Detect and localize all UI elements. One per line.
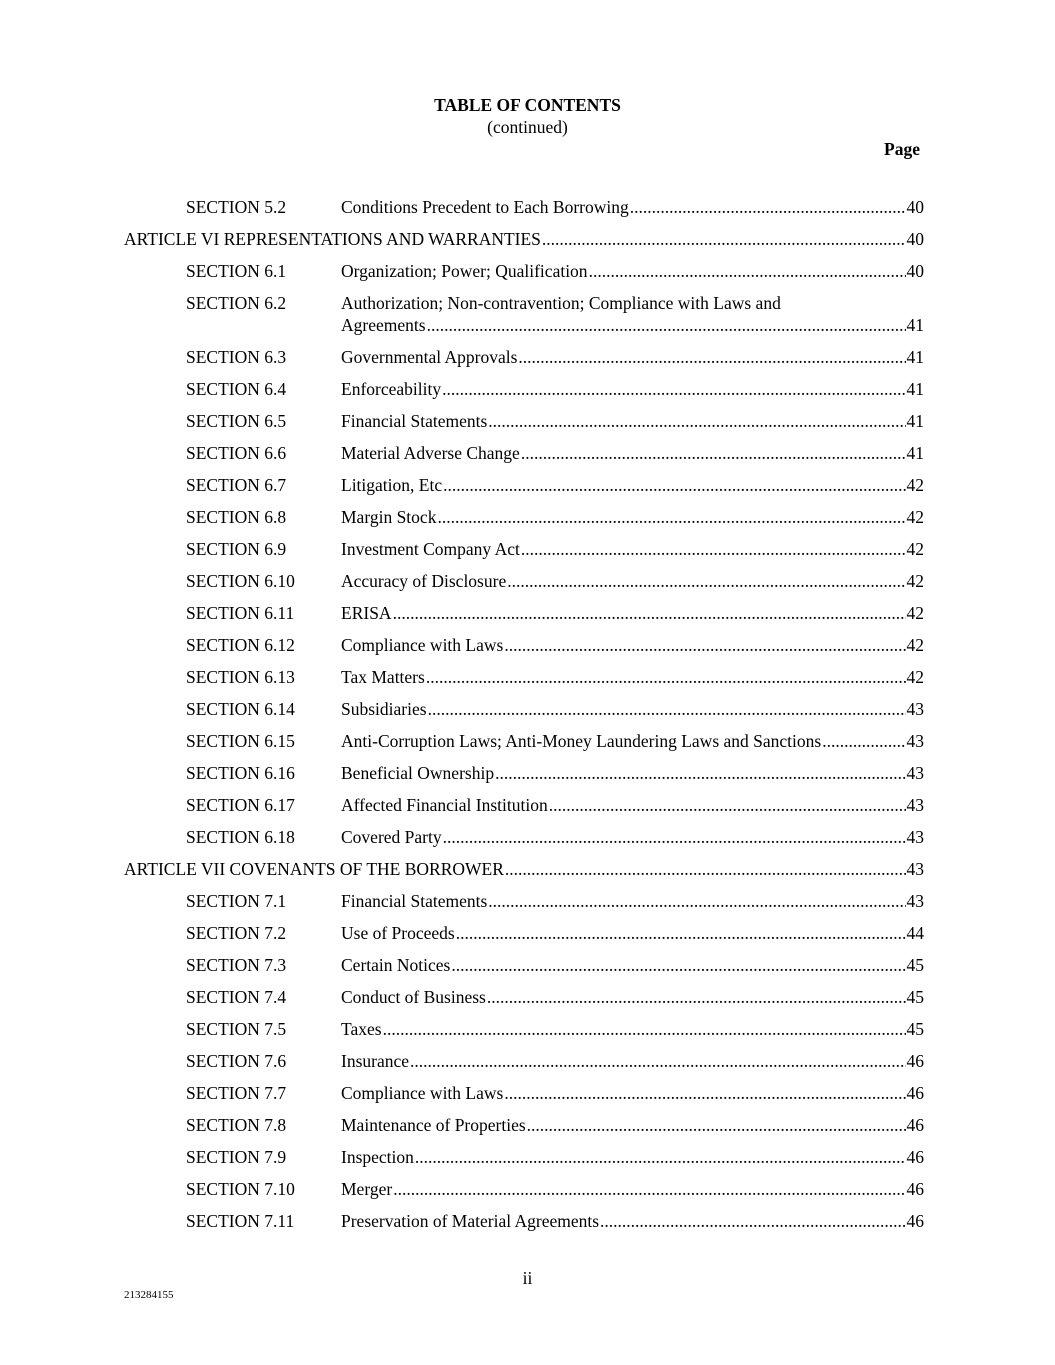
toc-entry: [0, 666, 1055, 688]
dot-leader: [427, 314, 906, 336]
toc-entry: [0, 1050, 1055, 1072]
section-title: Anti-Corruption Laws; Anti-Money Laundering Laws and Sanctions: [341, 731, 822, 751]
dot-leader: [393, 602, 906, 624]
section-number: SECTION 7.5: [186, 1019, 287, 1039]
dot-leader: [443, 826, 906, 848]
dot-leader: [630, 196, 906, 218]
dot-leader: [521, 442, 906, 464]
page-number: 40: [906, 197, 924, 217]
section-title: Investment Company Act: [341, 539, 520, 559]
section-number: SECTION 7.4: [186, 987, 287, 1007]
section-number: SECTION 7.3: [186, 955, 287, 975]
page-number: 45: [906, 987, 924, 1007]
page-number: 40: [906, 261, 924, 281]
page-number: 41: [906, 379, 924, 399]
section-title: Merger: [341, 1179, 393, 1199]
section-title: Litigation, Etc: [341, 475, 443, 495]
section-number: SECTION 6.15: [186, 731, 295, 751]
section-number: SECTION 7.10: [186, 1179, 295, 1199]
section-number: SECTION 6.2: [186, 293, 287, 313]
dot-leader: [410, 1050, 905, 1072]
article-title: ARTICLE VI REPRESENTATIONS AND WARRANTIES: [124, 229, 541, 249]
dot-leader: [383, 1018, 906, 1040]
toc-entry: [0, 634, 1055, 656]
dot-leader: [415, 1146, 906, 1168]
toc-entry: [0, 826, 1055, 848]
toc-entry: [0, 260, 1055, 282]
section-title: Agreements: [341, 315, 426, 335]
dot-leader: [507, 570, 905, 592]
dot-leader: [426, 666, 906, 688]
dot-leader: [527, 1114, 906, 1136]
page-number: 43: [906, 859, 924, 879]
toc-title: TABLE OF CONTENTS: [434, 95, 621, 115]
page-number: 46: [906, 1211, 924, 1231]
section-number: SECTION 7.11: [186, 1211, 295, 1231]
toc-entry: [0, 570, 1055, 592]
toc-entry: [0, 1114, 1055, 1136]
section-number: SECTION 7.7: [186, 1083, 287, 1103]
dot-leader: [488, 410, 905, 432]
section-number: SECTION 6.5: [186, 411, 287, 431]
section-number: SECTION 7.1: [186, 891, 287, 911]
section-number: SECTION 7.6: [186, 1051, 287, 1071]
toc-entry: [0, 698, 1055, 720]
page-number: 41: [906, 315, 924, 335]
section-title: Governmental Approvals: [341, 347, 518, 367]
section-title: Conditions Precedent to Each Borrowing: [341, 197, 629, 217]
dot-leader: [521, 538, 906, 560]
section-number: SECTION 6.11: [186, 603, 295, 623]
toc-entry: [0, 986, 1055, 1008]
dot-leader: [487, 986, 906, 1008]
section-title: Covered Party: [341, 827, 442, 847]
page-number: 45: [906, 955, 924, 975]
dot-leader: [393, 1178, 905, 1200]
dot-leader: [437, 506, 905, 528]
dot-leader: [822, 730, 905, 752]
document-id: 213284155: [124, 1289, 174, 1301]
section-number: SECTION 6.3: [186, 347, 287, 367]
section-number: SECTION 6.10: [186, 571, 295, 591]
section-number: SECTION 6.7: [186, 475, 287, 495]
toc-entry: [0, 1210, 1055, 1232]
toc-entry: [0, 762, 1055, 784]
section-title: Compliance with Laws: [341, 635, 504, 655]
page-number: 41: [906, 347, 924, 367]
page-number: 42: [906, 571, 924, 591]
article-title: ARTICLE VII COVENANTS OF THE BORROWER: [124, 859, 504, 879]
section-title: Enforceability: [341, 379, 442, 399]
section-title: Affected Financial Institution: [341, 795, 548, 815]
toc-subtitle: (continued): [487, 117, 568, 137]
dot-leader: [428, 698, 906, 720]
section-title: Maintenance of Properties: [341, 1115, 526, 1135]
toc-entry: [0, 474, 1055, 496]
section-title: Organization; Power; Qualification: [341, 261, 588, 281]
toc-entry: [0, 506, 1055, 528]
toc-article-entry: [0, 228, 1055, 250]
page-number: 43: [906, 891, 924, 911]
toc-entry: [0, 602, 1055, 624]
section-title: Tax Matters: [341, 667, 425, 687]
section-title: Financial Statements: [341, 891, 488, 911]
page-number: 43: [906, 763, 924, 783]
dot-leader: [443, 474, 905, 496]
page-number: 43: [906, 731, 924, 751]
toc-entry: [0, 292, 1055, 336]
toc-entry: [0, 196, 1055, 218]
dot-leader: [589, 260, 906, 282]
toc-entry: [0, 1018, 1055, 1040]
page-number: 40: [906, 229, 924, 249]
dot-leader: [488, 890, 905, 912]
section-title: Conduct of Business: [341, 987, 486, 1007]
section-number: SECTION 6.1: [186, 261, 287, 281]
section-number: SECTION 6.14: [186, 699, 295, 719]
toc-entry: [0, 410, 1055, 432]
section-title: Insurance: [341, 1051, 410, 1071]
section-number: SECTION 6.17: [186, 795, 295, 815]
toc-entry: [0, 1082, 1055, 1104]
page-column-header: Page: [884, 139, 920, 159]
toc-list: [0, 196, 1055, 1242]
dot-leader: [600, 1210, 905, 1232]
page-number: 41: [906, 411, 924, 431]
page-number: 43: [906, 827, 924, 847]
dot-leader: [542, 228, 906, 250]
section-title: Beneficial Ownership: [341, 763, 495, 783]
toc-entry: [0, 954, 1055, 976]
toc-entry: [0, 794, 1055, 816]
section-number: SECTION 7.9: [186, 1147, 287, 1167]
section-title: Margin Stock: [341, 507, 437, 527]
dot-leader: [549, 794, 906, 816]
section-number: SECTION 6.16: [186, 763, 295, 783]
section-number: SECTION 7.2: [186, 923, 287, 943]
dot-leader: [456, 922, 906, 944]
dot-leader: [442, 378, 905, 400]
page-number: 42: [906, 507, 924, 527]
section-title: Compliance with Laws: [341, 1083, 504, 1103]
toc-entry: [0, 538, 1055, 560]
page-number: 45: [906, 1019, 924, 1039]
page-number: 44: [906, 923, 924, 943]
dot-leader: [451, 954, 905, 976]
dot-leader: [505, 858, 906, 880]
section-title: Subsidiaries: [341, 699, 427, 719]
dot-leader: [504, 634, 905, 656]
dot-leader: [518, 346, 905, 368]
toc-entry: [0, 1178, 1055, 1200]
section-title-line1: Authorization; Non-contravention; Compliance with Laws and: [341, 293, 781, 313]
toc-entry: [0, 442, 1055, 464]
page-number: 41: [906, 443, 924, 463]
section-number: SECTION 6.12: [186, 635, 295, 655]
toc-entry: [0, 1146, 1055, 1168]
page-number: 46: [906, 1083, 924, 1103]
page-number: 43: [906, 699, 924, 719]
section-number: SECTION 6.18: [186, 827, 295, 847]
section-title: Accuracy of Disclosure: [341, 571, 507, 591]
section-number: SECTION 6.6: [186, 443, 287, 463]
page-number: 42: [906, 475, 924, 495]
toc-entry: [0, 922, 1055, 944]
section-title: Financial Statements: [341, 411, 488, 431]
section-title: Taxes: [341, 1019, 382, 1039]
toc-entry: [0, 346, 1055, 368]
section-number: SECTION 5.2: [186, 197, 287, 217]
page-number: 46: [906, 1051, 924, 1071]
toc-entry: [0, 378, 1055, 400]
section-title: Inspection: [341, 1147, 414, 1167]
page-number: 42: [906, 539, 924, 559]
footer-page-number: ii: [522, 1268, 533, 1288]
toc-article-entry: [0, 858, 1055, 880]
page-number: 46: [906, 1179, 924, 1199]
section-number: SECTION 6.8: [186, 507, 287, 527]
section-title: Preservation of Material Agreements: [341, 1211, 600, 1231]
page-number: 42: [906, 603, 924, 623]
section-number: SECTION 6.13: [186, 667, 295, 687]
section-title: ERISA: [341, 603, 392, 623]
toc-entry: [0, 730, 1055, 752]
section-title: Material Adverse Change: [341, 443, 520, 463]
section-number: SECTION 7.8: [186, 1115, 287, 1135]
page-number: 42: [906, 667, 924, 687]
dot-leader: [495, 762, 905, 784]
page-number: 46: [906, 1147, 924, 1167]
page-number: 42: [906, 635, 924, 655]
section-number: SECTION 6.4: [186, 379, 287, 399]
page-number: 43: [906, 795, 924, 815]
toc-entry: [0, 890, 1055, 912]
section-number: SECTION 6.9: [186, 539, 287, 559]
section-title: Certain Notices: [341, 955, 451, 975]
dot-leader: [504, 1082, 905, 1104]
page-number: 46: [906, 1115, 924, 1135]
section-title: Use of Proceeds: [341, 923, 455, 943]
